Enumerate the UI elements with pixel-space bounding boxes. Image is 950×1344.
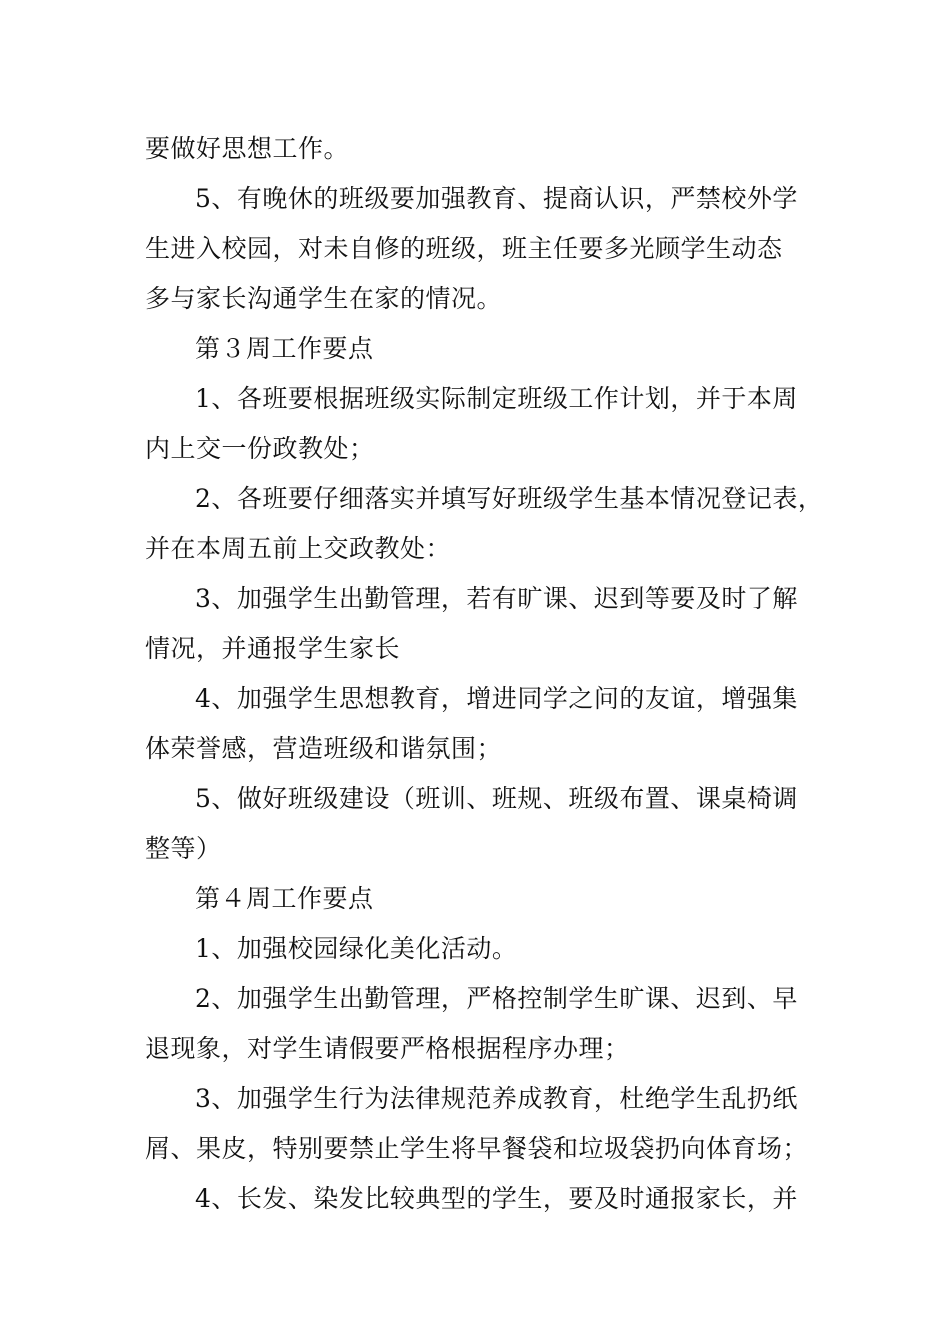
text-line: 屑、果皮，特别要禁止学生将早餐袋和垃圾袋扔向体育场；	[145, 1134, 809, 1163]
list-item-text: 4、加强学生思想教育，增进同学之问的友谊，增强集	[195, 684, 798, 713]
list-item-text: 2、各班要仔细落实并填写好班级学生基本情况登记表，	[195, 484, 824, 513]
text-line: 并在本周五前上交政教处：	[145, 534, 452, 563]
text-line: 情况，并通报学生家长	[145, 634, 401, 663]
text-line: 生进入校园，对未自修的班级，班主任要多光顾学生动态	[145, 234, 783, 263]
list-item-text: 1、各班要根据班级实际制定班级工作计划，并于本周	[195, 384, 798, 413]
list-item-text: 3、加强学生出勤管理，若有旷课、迟到等要及时了解	[195, 584, 798, 613]
text-line: 退现象，对学生请假要严格根据程序办理；	[145, 1034, 630, 1063]
list-item-text: 3、加强学生行为法律规范养成教育，杜绝学生乱扔纸	[195, 1084, 798, 1113]
text-line: 多与家长沟通学生在家的情况。	[145, 284, 503, 313]
text-line: 整等）	[145, 834, 222, 863]
list-item-text: 2、加强学生出勤管理，严格控制学生旷课、迟到、早	[195, 984, 798, 1013]
list-item-text: 5、做好班级建设（班训、班规、班级布置、课桌椅调	[195, 784, 798, 813]
section-heading-week-4: 第４周工作要点	[195, 884, 374, 913]
text-line: 要做好思想工作。	[145, 134, 350, 163]
text-line: 内上交一份政教处；	[145, 434, 375, 463]
list-item-text: 5、有晚休的班级要加强教育、提商认识，严禁校外学	[195, 184, 798, 213]
text-line: 体荣誉感，营造班级和谐氛围；	[145, 734, 503, 763]
list-item-text: 1、加强校园绿化美化活动。	[195, 934, 518, 963]
list-item-text: 4、长发、染发比较典型的学生，要及时通报家长，并	[195, 1184, 798, 1213]
section-heading-week-3: 第３周工作要点	[195, 334, 374, 363]
